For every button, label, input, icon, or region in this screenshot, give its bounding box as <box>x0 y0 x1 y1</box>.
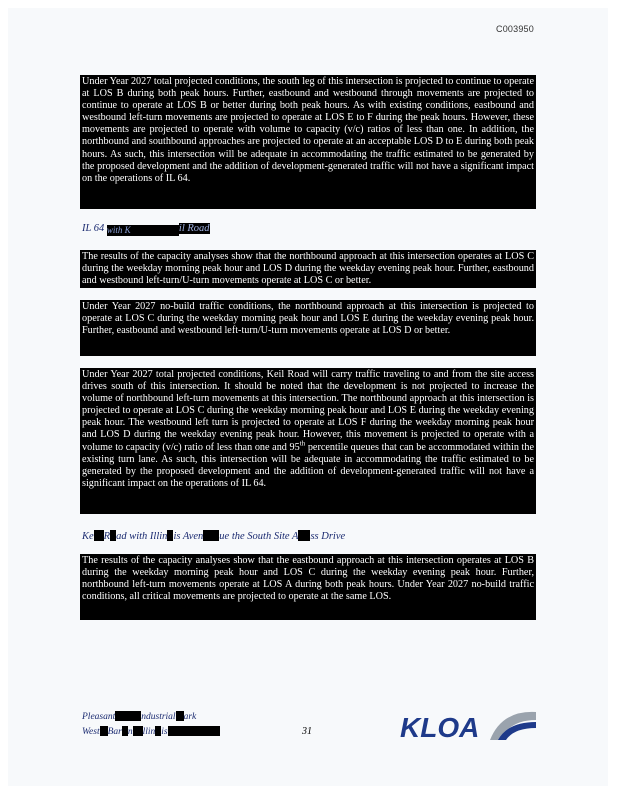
footer-redaction-2 <box>176 711 184 721</box>
footer-line-2-part-e: is <box>161 727 168 737</box>
footer-line-1-part-a: Pleasant <box>82 712 116 722</box>
footer-line-1-part-c: ark <box>183 712 197 722</box>
footer-redaction-1 <box>115 711 141 721</box>
logo-text: KLOA <box>400 712 480 743</box>
heading-2-part-c: ad with Illin <box>116 531 168 542</box>
paragraph-4-tail: percentile queues that can be accommodated within the existing turn lane. As such, this intersection will be adequate in accommodating the traffic estimated to be generated by the proposed development and the addition of development-generated traffic will not have a significant impact on the operations of IL 64. <box>82 441 535 489</box>
footer-redaction-5 <box>133 726 143 736</box>
heading-2-part-g: ss Drive <box>310 531 346 542</box>
heading-2-part-d: is Aven <box>173 531 204 542</box>
footer-line-2-part-d: llin <box>142 727 156 737</box>
heading-2-part-a: Ke <box>82 531 94 542</box>
footer-redaction-7 <box>168 726 220 736</box>
heading-1-prefix: IL 64 <box>82 223 105 234</box>
section-heading-2 <box>82 530 345 542</box>
heading-2-part-f: the South Site A <box>231 531 299 542</box>
footer-line-2-part-a: West <box>82 727 100 737</box>
paragraph-3: Under Year 2027 no-build traffic conditions, the northbound approach at this intersection is projected to operate at LOS C during the weekday morning peak hour and LOS E during the weekday evening peak hour. Further, eastbound and westbound left-turn/U-turn movements operate at LOS D or better. <box>80 300 536 356</box>
page-number: 31 <box>302 726 312 737</box>
footer-line-1-part-b: ndustrial <box>141 712 176 722</box>
paragraph-4-text: Under Year 2027 total projected conditions, Keil Road will carry traffic traveling to and from the site access drives south of this intersection. It should be noted that the development is not projected to increase the volume of northbound left-turn movements at this intersection. The northbound approach at this intersection is projected to operate at LOS C during the weekday morning peak hour and LOS E during the weekday evening peak hour. The westbound left turn is projected to operate at LOS F during the weekday morning peak hour and LOS D during the weekday evening peak hour. However, this movement is projected to operate with a volume to capacity (v/c) ratio of less than one and 95 <box>82 369 534 453</box>
footer-line-2-part-b: Bar <box>107 727 122 737</box>
section-heading-1 <box>82 223 210 236</box>
footer-line-2 <box>82 726 220 737</box>
paragraph-4-superscript: th <box>299 439 306 448</box>
footer-line-1 <box>82 711 196 722</box>
heading-2-part-b: R <box>103 531 111 542</box>
kloa-logo <box>398 706 538 744</box>
heading-2-redaction-1 <box>94 530 104 541</box>
heading-1-tail: il Road <box>178 223 210 234</box>
heading-1-redaction <box>107 225 179 236</box>
footer-line-2-part-c: n <box>127 727 133 737</box>
footer-redaction-3 <box>100 726 108 736</box>
paragraph-4 <box>80 368 536 514</box>
document-id: C003950 <box>496 24 534 34</box>
heading-1-partial: with K <box>106 225 131 235</box>
heading-2-redaction-5 <box>298 530 310 541</box>
heading-2-part-e: ue <box>219 531 230 542</box>
paragraph-1: Under Year 2027 total projected conditions, the south leg of this intersection is projected to continue to operate at LOS B during both peak hours. Further, eastbound and westbound through movements are projected to continue to operate at LOS B or better during both peak hours. As with existing conditions, eastbound and westbound left-turn movements are projected to operate at LOS E to F during the peak hours. However, these movements are projected to operate with volume to capacity (v/c) ratios of less than one. In addition, the northbound and southbound approaches are projected to operate at an acceptable LOS D to E during both peak hours. As such, this intersection will be adequate in accommodating the traffic estimated to be generated by the proposed development and the addition of development-generated traffic will not have a significant impact on the operations of IL 64. <box>80 75 536 209</box>
paragraph-5: The results of the capacity analyses show that the eastbound approach at this intersection operates at LOS B during the weekday morning peak hour and LOS C during the weekday evening peak hour. Further, northbound left-turn movements operate at LOS A during both peak hours. Under Year 2027 no-build traffic conditions, all critical movements are projected to operate at the same LOS. <box>80 554 536 620</box>
paragraph-2: The results of the capacity analyses show that the northbound approach at this intersection operates at LOS C during the weekday morning peak hour and LOS D during the weekday evening peak hour. Further, eastbound and westbound left-turn/U-turn movements operate at LOS C or better. <box>82 251 534 287</box>
heading-2-redaction-4 <box>203 530 219 541</box>
